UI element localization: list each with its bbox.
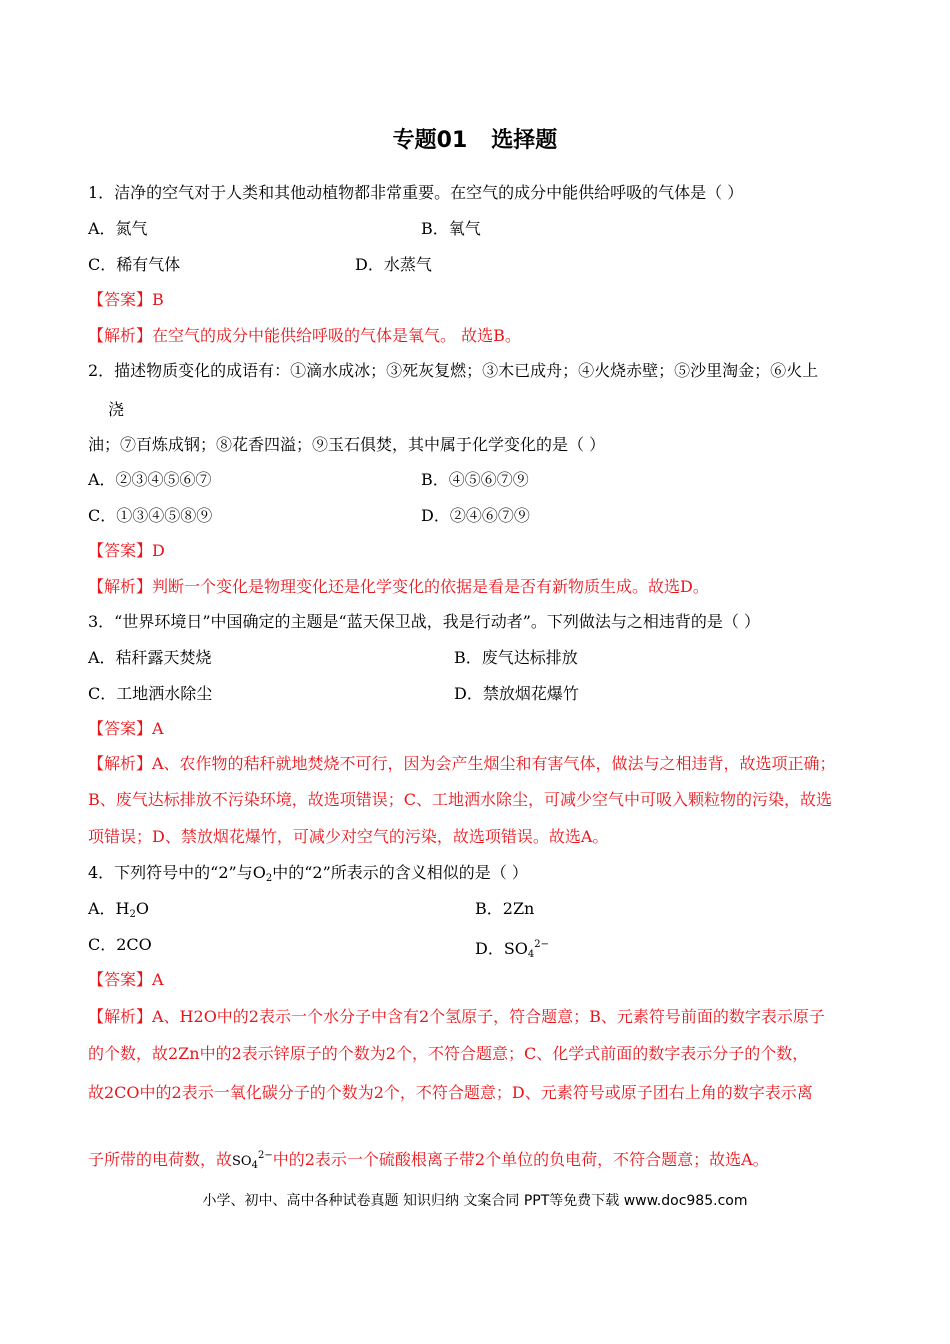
- page-footer: 小学、初中、高中各种试卷真题 知识归纳 文案合同 PPT等免费下载 www.doc985.com: [202, 1193, 748, 1209]
- q4-analysis-line1: 【解析】A、H2O中的2表示一个水分子中含有2个氢原子，符合题意；B、元素符号前面的数字表示原子: [88, 1007, 825, 1026]
- q1-stem: 1．洁净的空气对于人类和其他动植物都非常重要。在空气的成分中能供给呼吸的气体是（ ）: [88, 183, 744, 202]
- q4-option-a-post: O: [135, 899, 150, 918]
- q2-answer: 【答案】D: [88, 541, 165, 560]
- q3-analysis-line3: 项错误；D、禁放烟花爆竹，可减少对空气的污染，故选项错误。故选A。: [88, 827, 609, 846]
- q2-stem-line2: 浇: [108, 400, 125, 419]
- q4-option-d: [475, 935, 549, 965]
- q2-stem-line3: 油；⑦百炼成钢；⑧花香四溢；⑨玉石俱焚，其中属于化学变化的是（ ）: [88, 435, 606, 454]
- q4-analysis-line4-pre: 子所带的电荷数，故: [88, 1150, 233, 1169]
- q4-stem: [88, 863, 528, 889]
- q4-analysis-sulfate-subscript: 4: [251, 1160, 258, 1171]
- q3-analysis-line1: 【解析】A、农作物的秸秆就地焚烧不可行，因为会产生烟尘和有害气体，做法与之相违背，故选项正确；: [88, 754, 836, 773]
- q3-stem: 3．“世界环境日”中国确定的主题是“蓝天保卫战，我是行动者”。下列做法与之相违背的是（ ）: [88, 612, 760, 631]
- q4-option-c: C．2CO: [88, 935, 152, 954]
- page-title: [0, 127, 950, 155]
- q1-option-d: D．水蒸气: [355, 255, 432, 274]
- q3-analysis-line2: B、废气达标排放不污染环境，故选项错误；C、工地洒水除尘，可减少空气中可吸入颗粒物的污染，故选: [88, 790, 833, 809]
- q3-option-d: D．禁放烟花爆竹: [454, 684, 579, 703]
- q2-option-a: A．②③④⑤⑥⑦: [88, 470, 212, 489]
- q4-option-a: [88, 899, 149, 925]
- q2-option-c: C．①③④⑤⑧⑨: [88, 506, 213, 525]
- q4-option-d-subscript: 4: [527, 949, 535, 960]
- q2-analysis: 【解析】判断一个变化是物理变化还是化学变化的依据是看是否有新物质生成。故选D。: [88, 577, 709, 596]
- q4-analysis-sulfate-charge: 2−: [257, 1150, 273, 1161]
- q3-option-a: A．秸秆露天焚烧: [88, 648, 212, 667]
- q1-analysis: 【解析】在空气的成分中能供给呼吸的气体是氧气。 故选B。: [88, 326, 521, 345]
- q3-option-c: C．工地洒水除尘: [88, 684, 213, 703]
- q4-option-d-pre: D．SO: [475, 939, 528, 958]
- q2-option-d: D．②④⑥⑦⑨: [421, 506, 530, 525]
- q4-analysis-line3: 故2CO中的2表示一氧化碳分子的个数为2个，不符合题意；D、元素符号或原子团右上角的数字表示离: [88, 1083, 813, 1102]
- q4-stem-pre: 4．下列符号中的“2”与O: [88, 863, 266, 882]
- q1-option-a: A．氮气: [88, 219, 148, 238]
- q3-answer: 【答案】A: [88, 719, 164, 738]
- q4-option-a-pre: A．H: [88, 899, 130, 918]
- title-number: 专题01: [392, 128, 468, 153]
- q4-analysis-line4-post: 中的2表示一个硫酸根离子带2个单位的负电荷，不符合题意；故选A。: [272, 1150, 769, 1169]
- q3-option-b: B．废气达标排放: [454, 648, 578, 667]
- q2-stem-line1: 2．描述物质变化的成语有：①滴水成冰；③死灰复燃；③木已成舟；④火烧赤壁；⑤沙里淘金；⑥火上: [88, 361, 819, 380]
- q4-stem-post: 中的“2”所表示的含义相似的是（ ）: [272, 863, 528, 882]
- q1-answer: 【答案】B: [88, 290, 164, 309]
- q4-analysis-sulfate-symbol: SO: [232, 1154, 252, 1169]
- q4-option-b: B．2Zn: [475, 899, 535, 918]
- q1-option-c: C．稀有气体: [88, 255, 181, 274]
- title-text: 选择题: [491, 128, 558, 153]
- q4-option-d-superscript: 2−: [534, 939, 550, 950]
- q1-option-b: B．氧气: [421, 219, 481, 238]
- q4-analysis-line2: 的个数，故2Zn中的2表示锌原子的个数为2个，不符合题意；C、化学式前面的数字表示分子的个数，: [88, 1044, 809, 1063]
- q4-stem-subscript: 2: [265, 873, 273, 884]
- q4-answer: 【答案】A: [88, 970, 164, 989]
- q2-option-b: B．④⑤⑥⑦⑨: [421, 470, 529, 489]
- q4-analysis-line4: [88, 1146, 769, 1176]
- q4-option-a-subscript: 2: [129, 909, 136, 920]
